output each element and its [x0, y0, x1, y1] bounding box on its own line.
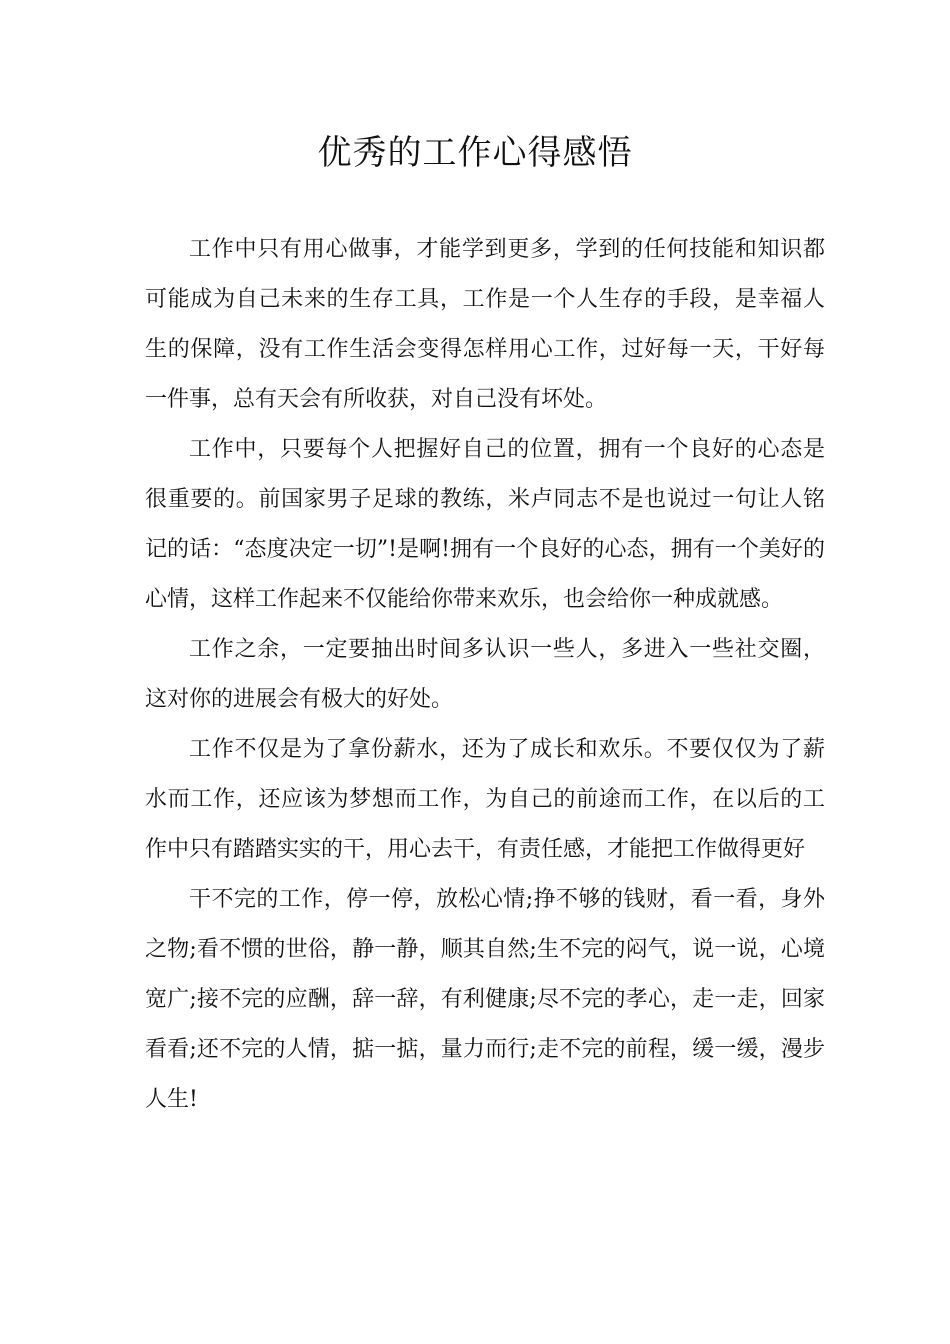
document-body	[145, 225, 825, 1125]
paragraph-1: 工作中只有用心做事，才能学到更多，学到的任何技能和知识都可能成为自己未来的生存工具，工作是一个人生存的手段，是幸福人生的保障，没有工作生活会变得怎样用心工作，过好每一天，干好每一件事，总有天会有所收获，对自己没有坏处。	[145, 237, 825, 412]
paragraph-5: 干不完的工作，停一停，放松心情;挣不够的钱财，看一看，身外之物;看不惯的世俗，静一静，顺其自然;生不完的闷气，说一说，心境宽广;接不完的应酬，辞一辞，有利健康;尽不完的孝心，走一走，回家看看;还不完的人情，掂一掂，量力而行;走不完的前程，缓一缓，漫步人生!	[145, 887, 825, 1112]
paragraph-3: 工作之余，一定要抽出时间多认识一些人，多进入一些社交圈，这对你的进展会有极大的好处。	[145, 637, 825, 712]
document-title: 优秀的工作心得感悟	[317, 133, 633, 173]
paragraph-2: 工作中，只要每个人把握好自己的位置，拥有一个良好的心态是很重要的。前国家男子足球的教练，米卢同志不是也说过一句让人铭记的话：“态度决定一切”!是啊!拥有一个良好的心态，拥有一个美好的心情，这样工作起来不仅能给你带来欢乐，也会给你一种成就感。	[145, 437, 825, 612]
paragraph-4: 工作不仅是为了拿份薪水，还为了成长和欢乐。不要仅仅为了薪水而工作，还应该为梦想而工作，为自己的前途而工作，在以后的工作中只有踏踏实实的干，用心去干，有责任感，才能把工作做得更好	[145, 737, 825, 862]
